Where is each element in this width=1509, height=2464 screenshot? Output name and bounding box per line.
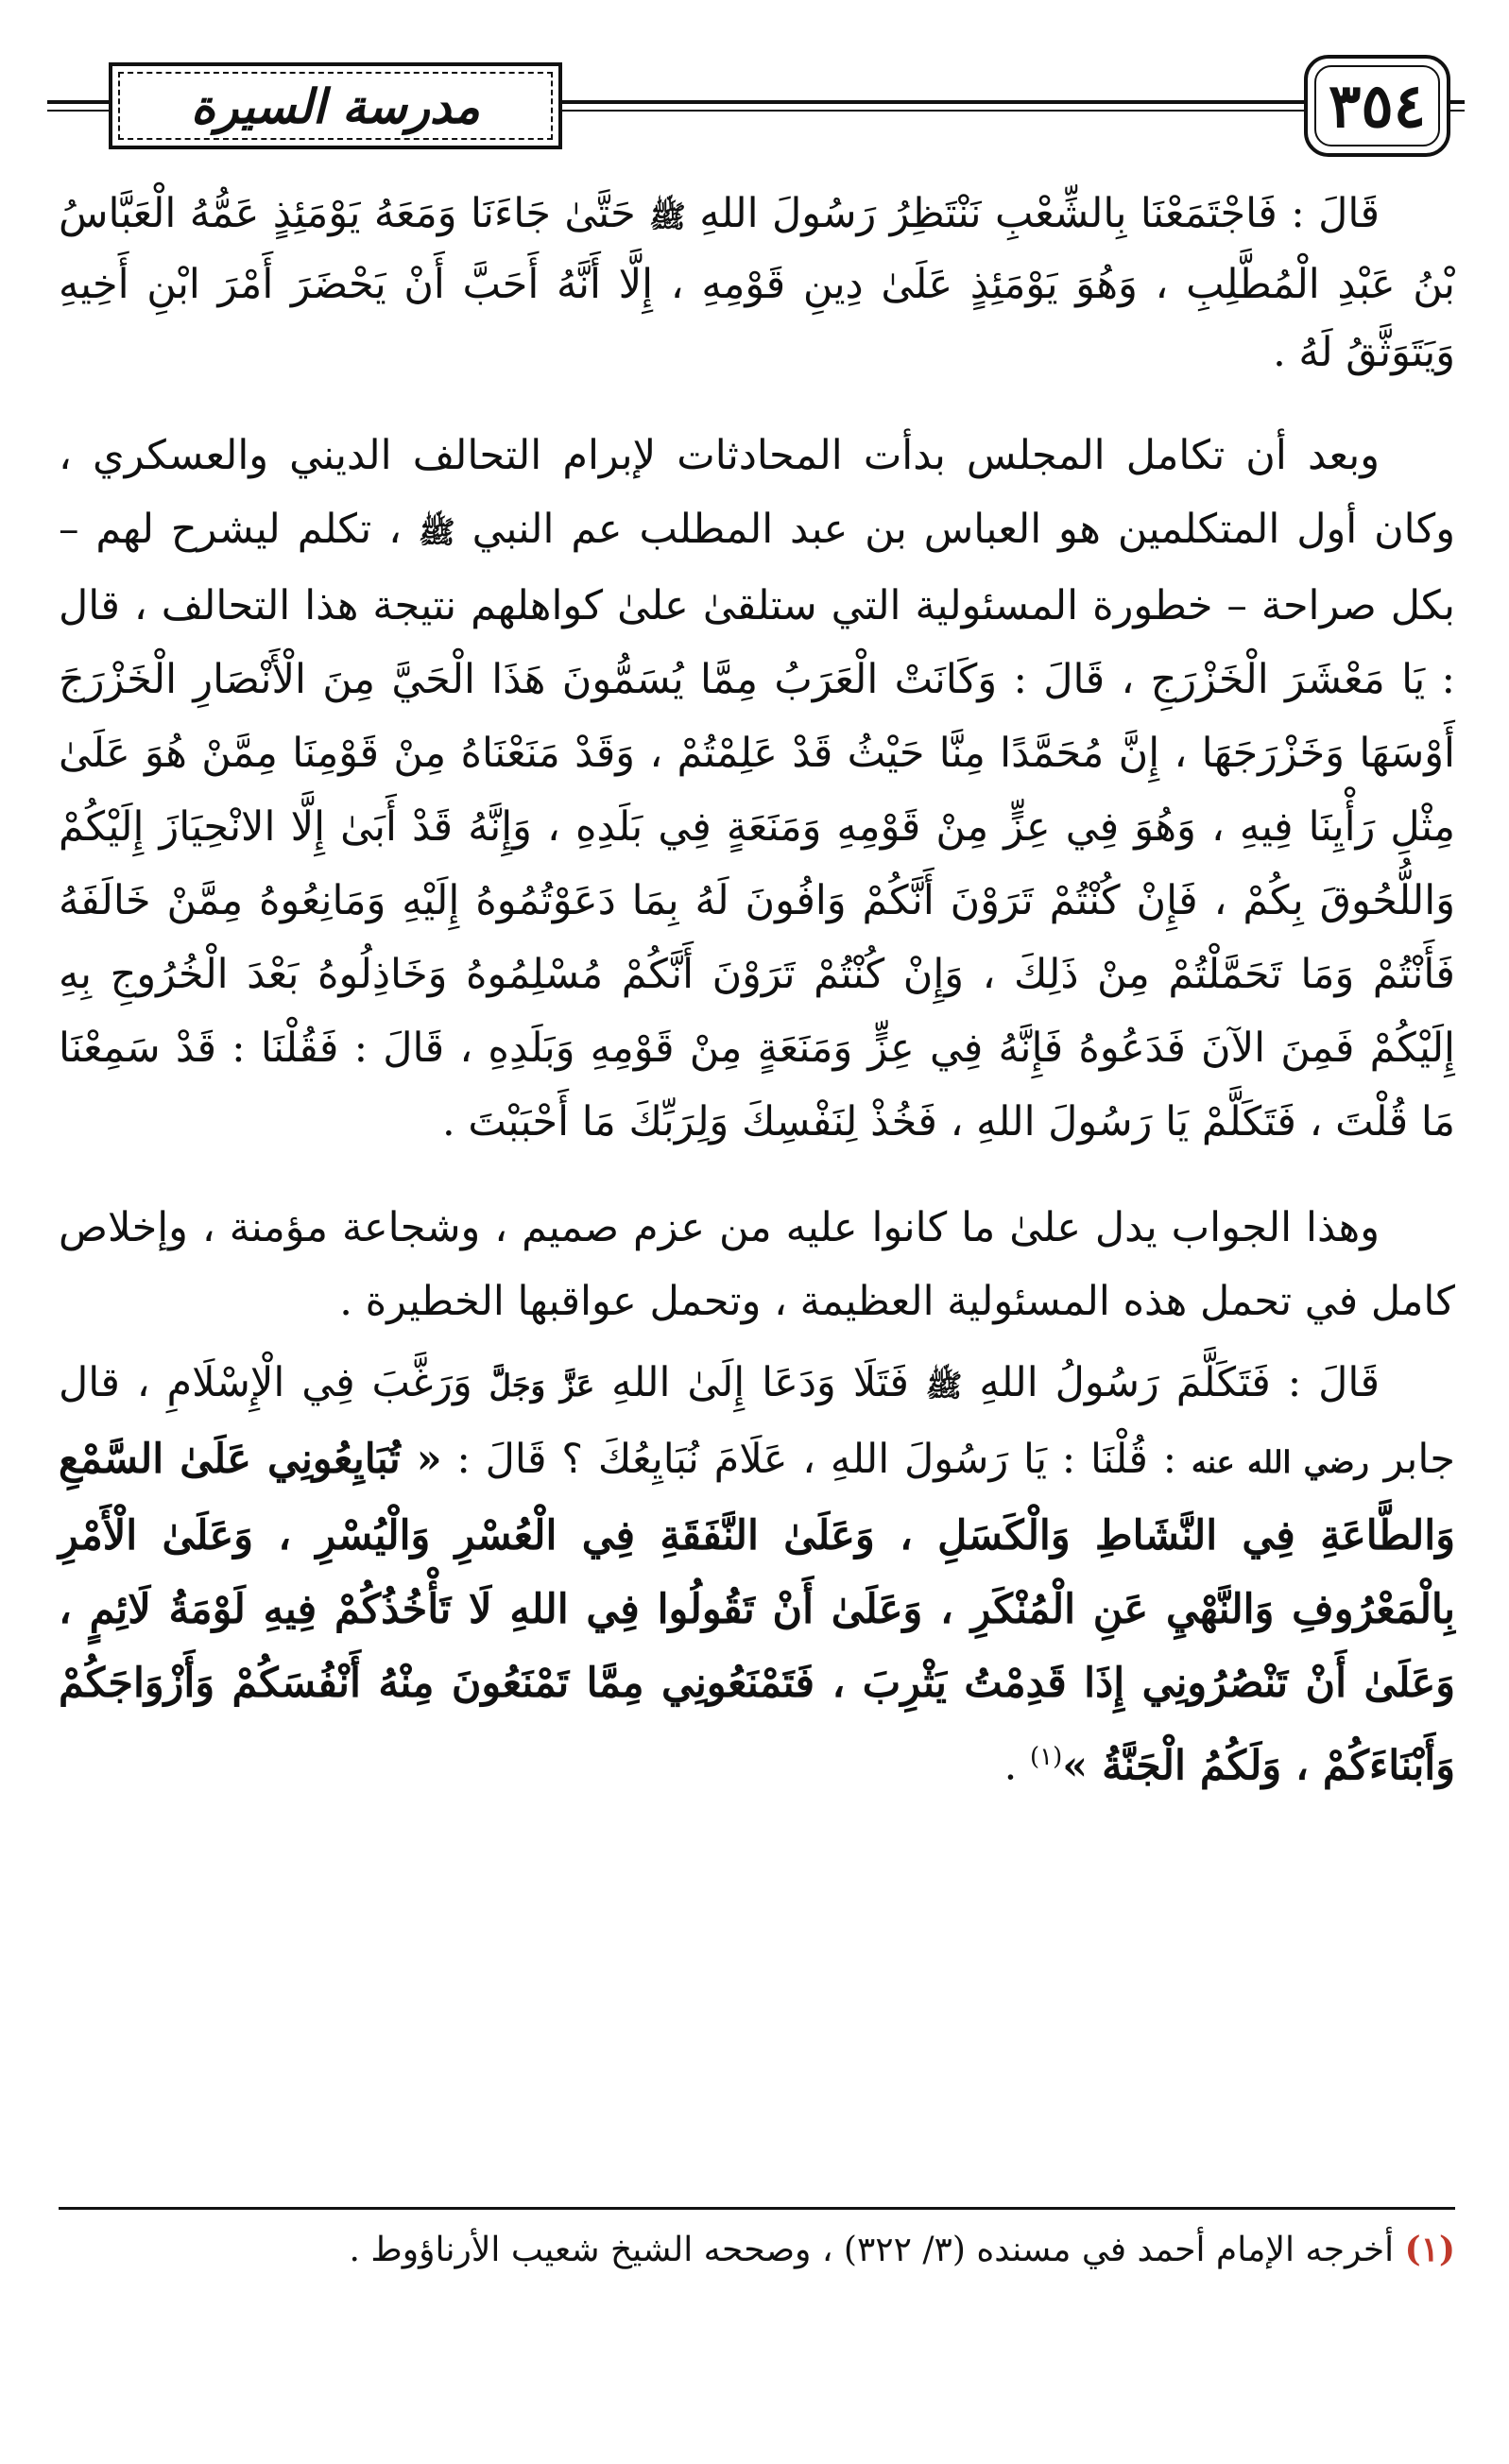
footnote: [59, 2223, 1455, 2277]
page-number: ٣٥٤: [1328, 70, 1427, 142]
page-header: [47, 55, 1465, 159]
header-rule-left: [47, 100, 113, 104]
footnote-marker: (١): [1404, 2230, 1455, 2269]
footnote-divider: [59, 2207, 1455, 2210]
running-title-frame: [109, 62, 562, 149]
paragraph-4-part-b: فَتَلَا وَدَعَا إِلَىٰ اللهِ: [611, 1359, 909, 1406]
paragraph-4-start: قَالَ : فَتَكَلَّمَ رَسُولُ اللهِ: [979, 1359, 1380, 1406]
paragraph-4-part-c: وَرَغَّبَ فِي الْإِسْلَامِ ، قال جابر: [59, 1359, 1456, 1483]
header-rule-left-thin: [47, 110, 113, 112]
header-rule-middle-thin: [557, 110, 1309, 112]
footnote-text: أخرجه الإمام أحمد في مسنده (٣/ ٣٢٢) ، وصححه الشيخ شعيب الأرناؤوط .: [349, 2231, 1395, 2269]
paragraph-4-part-d: : قُلْنَا : يَا رَسُولَ اللهِ ، عَلَامَ نُبَايِعُكَ ؟ قَالَ :: [456, 1436, 1177, 1483]
main-text: [59, 180, 1455, 1802]
paragraph-1-start: قَالَ : فَاجْتَمَعْنَا بِالشِّعْبِ نَنْتَظِرُ رَسُولَ اللهِ: [699, 190, 1380, 237]
paragraph-1: [59, 180, 1455, 387]
salawat-honorific: ﷺ: [418, 514, 455, 550]
paragraph-2-end: ، تكلم ليشرح لهم – بكل صراحة – خطورة المسئولية التي ستلقىٰ علىٰ كواهلهم نتيجة هذا التحالف ، قال : يَا مَعْشَرَ الْخَزْرَجِ ، قَالَ : وَكَانَتْ الْعَرَبُ مِمَّا يُسَمُّونَ هَذَا الْحَيَّ مِنَ الْأَنْصَارِ الْخَزْرَجَ أَوْسَهَا وَخَزْرَجَهَا ، إِنَّ مُحَمَّدًا مِنَّا حَيْثُ قَدْ عَلِمْتُمْ ، وَقَدْ مَنَعْنَاهُ مِنْ قَوْمِنَا مِمَّنْ هُوَ عَلَىٰ مِثْلِ رَأْيِنَا فِيهِ ، وَهُوَ فِي عِزٍّ مِنْ قَوْمِهِ وَمَنَعَةٍ فِي بَلَدِهِ ، وَإِنَّهُ قَدْ أَبَىٰ إِلَّا الانْحِيَازَ إِلَيْكُمْ وَاللُّحُوقَ بِكُمْ ، فَإِنْ كُنْتُمْ تَرَوْنَ أَنَّكُمْ وَافُونَ لَهُ بِمَا دَعَوْتُمُوهُ إِلَيْهِ وَمَانِعُوهُ مِمَّنْ خَالَفَهُ فَأَنْتُمْ وَمَا تَحَمَّلْتُمْ مِنْ ذَلِكَ ، وَإِنْ كُنْتُمْ تَرَوْنَ أَنَّكُمْ مُسْلِمُوهُ وَخَاذِلُوهُ بَعْدَ الْخُرُوجِ بِهِ إِلَيْكُمْ فَمِنَ الآنَ فَدَعُوهُ فَإِنَّهُ فِي عِزٍّ وَمَنَعَةٍ مِنْ قَوْمِهِ وَبَلَدِهِ ، قَالَ : فَقُلْنَا : قَدْ سَمِعْنَا مَا قُلْتَ ، فَتَكَلَّمْ يَا رَسُولَ اللهِ ، فَخُذْ لِنَفْسِكَ وَلِرَبِّكَ مَا أَحْبَبْتَ .: [59, 506, 1455, 1146]
footnote-reference[interactable]: (١): [1029, 1743, 1063, 1771]
hadith-quote: « تُبَايِعُونِي عَلَىٰ السَّمْعِ وَالطَّاعَةِ فِي النَّشَاطِ وَالْكَسَلِ ، وَعَلَىٰ النَّفَقَةِ فِي الْعُسْرِ وَالْيُسْرِ ، وَعَلَىٰ الْأَمْرِ بِالْمَعْرُوفِ وَالنَّهْيِ عَنِ الْمُنْكَرِ ، وَعَلَىٰ أَنْ تَقُولُوا فِي اللهِ لَا تَأْخُذُكُمْ فِيهِ لَوْمَةُ لَائِمٍ ، وَعَلَىٰ أَنْ تَنْصُرُونِي إِذَا قَدِمْتُ يَثْرِبَ ، فَتَمْنَعُونِي مِمَّا تَمْنَعُونَ مِنْهُ أَنْفُسَكُمْ وَأَزْوَاجَكُمْ وَأَبْنَاءَكُمْ ، وَلَكُمُ الْجَنَّةُ »: [59, 1436, 1455, 1790]
paragraph-2-start: وبعد أن تكامل المجلس بدأت المحادثات لإبرام التحالف الديني والعسكري ، وكان أول المتكلمين هو العباس بن عبد المطلب عم النبي: [59, 432, 1455, 553]
salawat-honorific: ﷺ: [649, 198, 686, 234]
header-rule-middle: [557, 100, 1309, 104]
paragraph-4-end: .: [1003, 1742, 1018, 1790]
paragraph-4: [59, 1346, 1455, 1802]
radiallahu-honorific: رضي الله عنه: [1191, 1444, 1369, 1480]
running-title: مدرسة السيرة: [191, 78, 480, 134]
azza-wa-jalla-honorific: عَزَّ وَجَلَّ: [489, 1368, 595, 1404]
paragraph-3: وهذا الجواب يدل علىٰ ما كانوا عليه من عزم صميم ، وشجاعة مؤمنة ، وإخلاص كامل في تحمل هذه المسئولية العظيمة ، وتحمل عواقبها الخطيرة .: [59, 1204, 1455, 1325]
paragraph-1-end: حَتَّىٰ جَاءَنَا وَمَعَهُ يَوْمَئِذٍ عَمُّهُ الْعَبَّاسُ بْنُ عَبْدِ الْمُطَّلِبِ ، وَهُوَ يَوْمَئِذٍ عَلَىٰ دِينِ قَوْمِهِ ، إِلَّا أَنَّهُ أَحَبَّ أَنْ يَحْضَرَ أَمْرَ ابْنِ أَخِيهِ وَيَتَوَثَّقُ لَهُ .: [59, 190, 1455, 376]
salawat-honorific: ﷺ: [925, 1368, 963, 1404]
paragraph-2: [59, 419, 1455, 1159]
page-number-frame: [1304, 55, 1450, 157]
